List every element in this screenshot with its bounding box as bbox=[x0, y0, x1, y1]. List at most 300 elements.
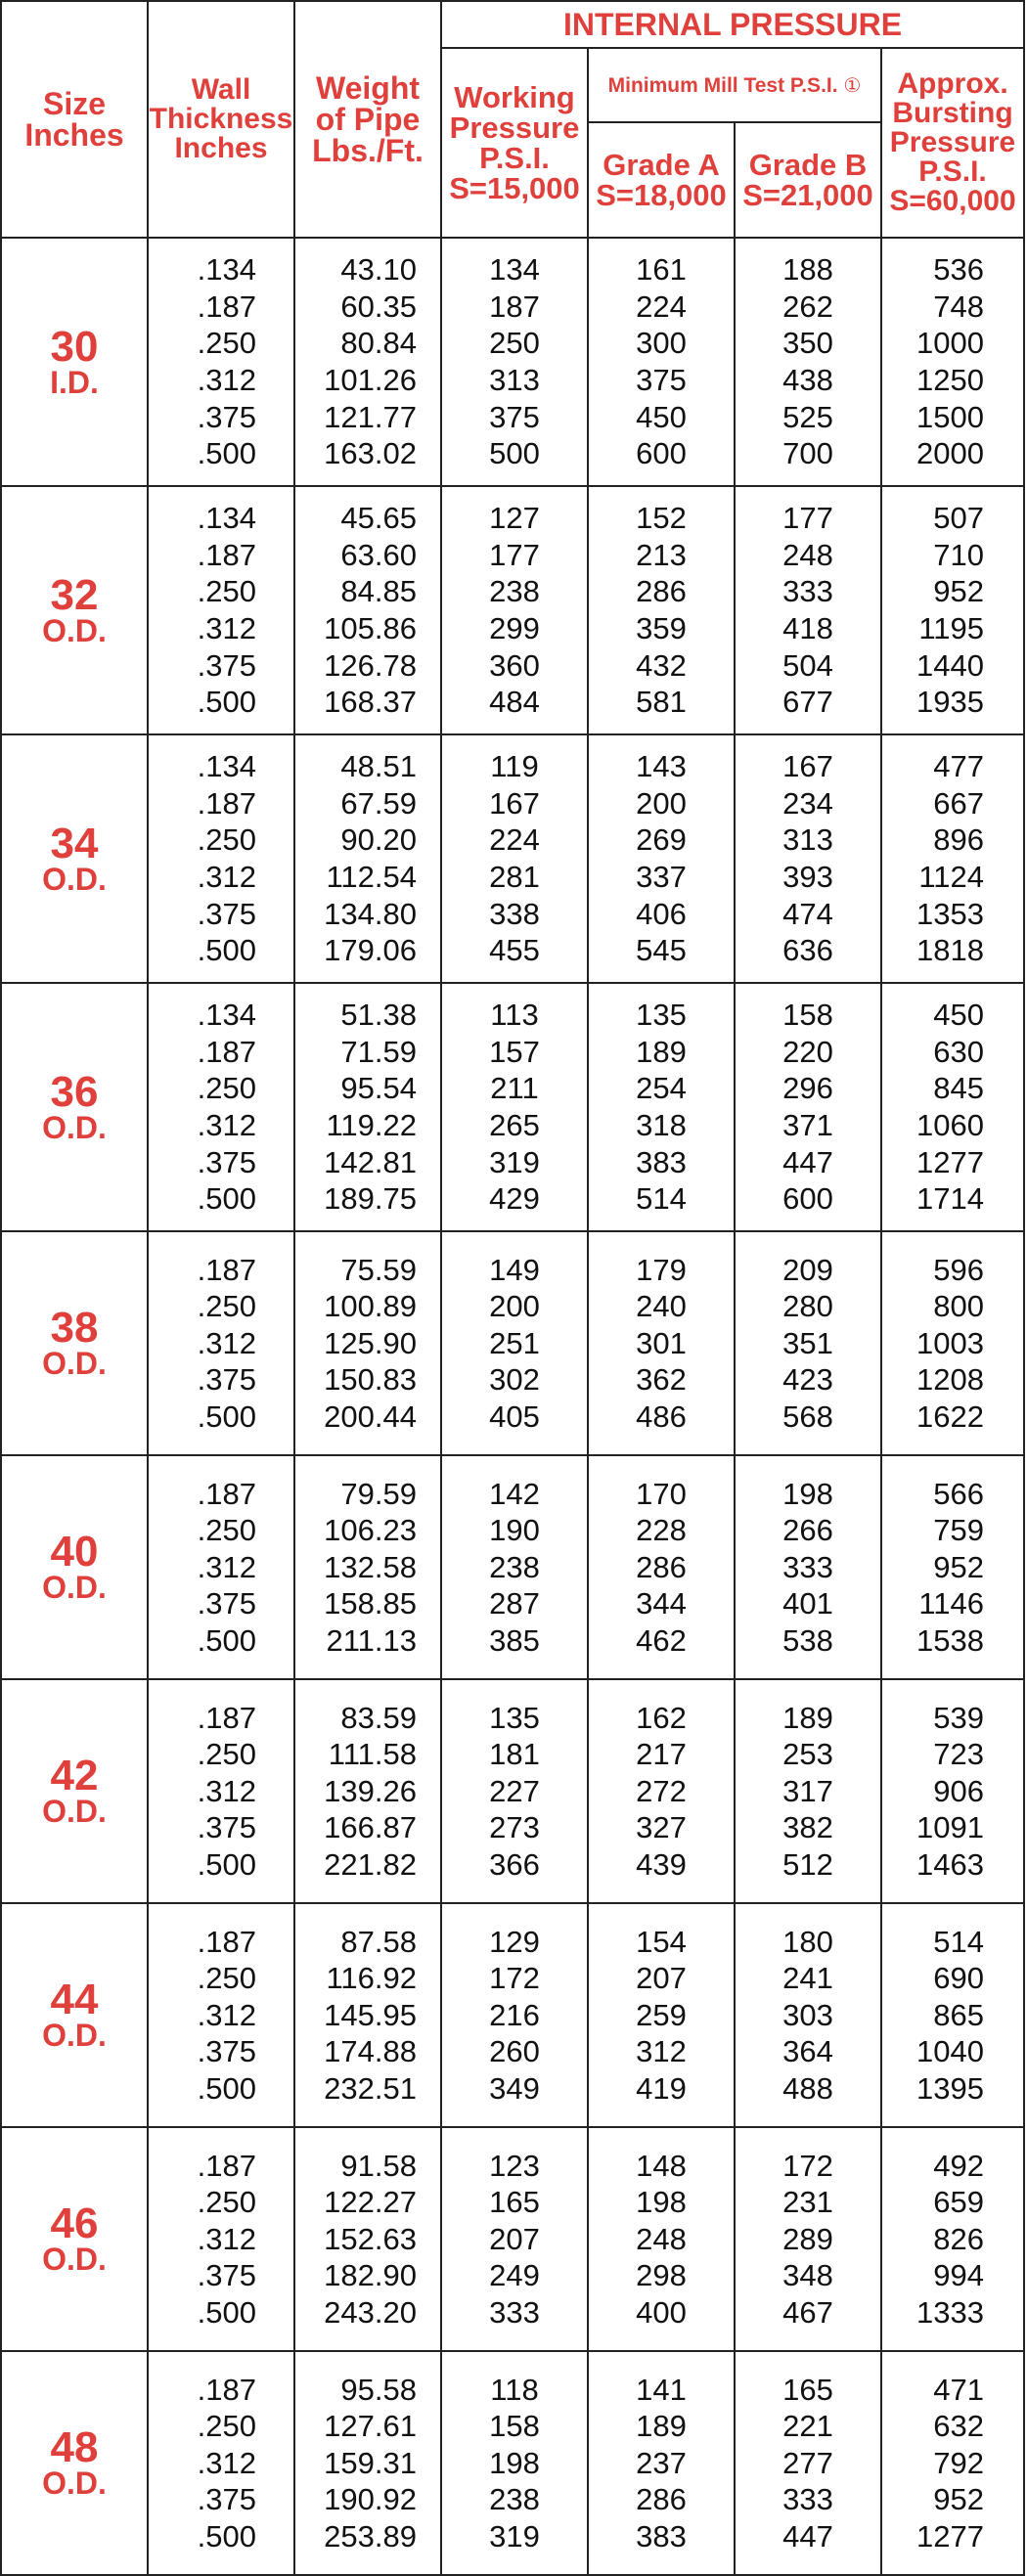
working-pressure-cell: 142 bbox=[489, 1476, 540, 1511]
size-cell bbox=[1, 1679, 148, 1903]
grade-b-cell: 289 bbox=[782, 2221, 833, 2256]
weight-cell: 211.13 bbox=[326, 1622, 417, 1658]
grade-a-header-line: S=18,000 bbox=[596, 178, 727, 212]
weight-cell: 84.85 bbox=[340, 574, 417, 609]
grade-b-cell: 248 bbox=[782, 537, 833, 572]
working-pressure-cell: 260 bbox=[489, 2034, 540, 2069]
size-group-row bbox=[1, 2351, 1024, 2575]
grade-a-cell: 318 bbox=[636, 1108, 687, 1142]
bursting-pressure-cell: 845 bbox=[933, 1071, 984, 1106]
grade-a-cell: 269 bbox=[636, 822, 687, 858]
working-pressure-cell: 265 bbox=[489, 1108, 540, 1142]
size-unit: I.D. bbox=[50, 364, 99, 400]
working-pressure-cell: 181 bbox=[489, 1737, 540, 1772]
working-pressure-cell: 455 bbox=[489, 933, 540, 968]
weight-column-cell bbox=[294, 1903, 441, 2127]
bursting-pressure-cell: 1040 bbox=[916, 2034, 984, 2069]
wall-thickness-column-cell bbox=[148, 1231, 294, 1455]
weight-cell: 95.54 bbox=[340, 1071, 417, 1106]
weight-header bbox=[294, 1, 441, 238]
weight-header-line: Weight bbox=[315, 70, 421, 106]
weight-cell: 79.59 bbox=[340, 1476, 417, 1511]
size-number: 36 bbox=[50, 1067, 99, 1116]
wall-thickness-cell: .500 bbox=[197, 685, 256, 720]
wall-thickness-cell: .312 bbox=[197, 1108, 256, 1142]
weight-cell: 43.10 bbox=[340, 252, 417, 288]
wall-thickness-cell: .187 bbox=[197, 1034, 256, 1069]
grade-b-cell: 423 bbox=[782, 1362, 833, 1398]
weight-cell: 158.85 bbox=[324, 1586, 417, 1621]
working-pressure-cell: 313 bbox=[489, 363, 540, 397]
bursting-pressure-cell: 723 bbox=[933, 1737, 984, 1772]
working-pressure-cell: 319 bbox=[489, 1144, 540, 1179]
grade-a-cell: 224 bbox=[636, 289, 687, 324]
bursting-pressure-cell: 492 bbox=[933, 2148, 984, 2183]
weight-cell: 200.44 bbox=[324, 1399, 417, 1434]
working-header-line: Working bbox=[454, 80, 575, 114]
wall-thickness-cell: .187 bbox=[197, 537, 256, 572]
bursting-pressure-cell: 952 bbox=[933, 574, 984, 609]
grade-b-column-cell bbox=[735, 734, 881, 983]
working-pressure-cell: 349 bbox=[489, 2070, 540, 2106]
bursting-pressure-cell: 1935 bbox=[916, 685, 984, 720]
size-number: 30 bbox=[50, 322, 99, 371]
size-cell bbox=[1, 486, 148, 734]
grade-b-cell: 418 bbox=[782, 611, 833, 645]
bursting-header-line: Bursting bbox=[892, 97, 1013, 129]
size-group-row bbox=[1, 238, 1024, 486]
bursting-pressure-column-cell bbox=[881, 1903, 1024, 2127]
weight-cell: 121.77 bbox=[324, 399, 417, 434]
weight-cell: 101.26 bbox=[324, 363, 417, 397]
weight-cell: 159.31 bbox=[324, 2445, 417, 2480]
bursting-header-line: P.S.I. bbox=[918, 155, 987, 188]
wall-thickness-cell: .134 bbox=[197, 501, 256, 536]
bursting-header-line: S=60,000 bbox=[889, 185, 1016, 217]
grade-a-cell: 439 bbox=[636, 1846, 687, 1882]
wall-thickness-cell: .312 bbox=[197, 1997, 256, 2032]
size-cell bbox=[1, 983, 148, 1231]
weight-cell: 60.35 bbox=[340, 289, 417, 324]
size-unit: O.D. bbox=[42, 1346, 107, 1382]
working-pressure-cell: 207 bbox=[489, 2221, 540, 2256]
grade-b-cell: 438 bbox=[782, 363, 833, 397]
grade-a-column-cell bbox=[588, 1231, 735, 1455]
grade-b-cell: 350 bbox=[782, 326, 833, 361]
wall-thickness-cell: .312 bbox=[197, 611, 256, 645]
grade-a-column-cell bbox=[588, 1903, 735, 2127]
working-pressure-column-cell bbox=[441, 1231, 588, 1455]
grade-a-cell: 161 bbox=[636, 252, 687, 288]
size-cell bbox=[1, 238, 148, 486]
working-pressure-cell: 238 bbox=[489, 2482, 540, 2517]
working-pressure-cell: 299 bbox=[489, 611, 540, 645]
working-pressure-cell: 227 bbox=[489, 1773, 540, 1808]
working-pressure-cell: 113 bbox=[490, 998, 539, 1033]
bursting-pressure-cell: 1714 bbox=[916, 1181, 984, 1217]
working-pressure-cell: 366 bbox=[489, 1846, 540, 1882]
working-pressure-cell: 375 bbox=[489, 399, 540, 434]
grade-b-cell: 364 bbox=[782, 2034, 833, 2069]
bursting-pressure-cell: 1353 bbox=[916, 896, 984, 931]
wall-thickness-cell: .187 bbox=[197, 785, 256, 821]
grade-a-cell: 254 bbox=[636, 1071, 687, 1106]
bursting-pressure-cell: 1277 bbox=[916, 1144, 984, 1179]
grade-a-column-cell bbox=[588, 1679, 735, 1903]
bursting-pressure-cell: 710 bbox=[933, 537, 984, 572]
wall-thickness-cell: .250 bbox=[197, 1513, 256, 1548]
wall-thickness-cell: .375 bbox=[197, 896, 256, 931]
grade-b-cell: 241 bbox=[782, 1961, 833, 1996]
bursting-pressure-cell: 792 bbox=[933, 2445, 984, 2480]
bursting-pressure-cell: 450 bbox=[933, 998, 984, 1033]
grade-b-column-cell bbox=[735, 2351, 881, 2575]
grade-a-cell: 344 bbox=[636, 1586, 687, 1621]
working-pressure-column-cell bbox=[441, 1455, 588, 1679]
wall-thickness-cell: .500 bbox=[197, 1846, 256, 1882]
grade-a-cell: 217 bbox=[636, 1737, 687, 1772]
size-unit: O.D. bbox=[42, 1570, 107, 1606]
bursting-header-line: Pressure bbox=[889, 126, 1016, 158]
grade-b-cell: 189 bbox=[782, 1700, 833, 1735]
working-pressure-cell: 238 bbox=[489, 1549, 540, 1584]
weight-header-line: of Pipe bbox=[315, 102, 421, 137]
grade-a-cell: 327 bbox=[636, 1810, 687, 1845]
weight-cell: 232.51 bbox=[324, 2070, 417, 2106]
wall-thickness-cell: .375 bbox=[197, 2482, 256, 2517]
wall-thickness-cell: .375 bbox=[197, 1362, 256, 1398]
mill-test-header bbox=[588, 48, 881, 122]
bursting-pressure-cell: 1000 bbox=[916, 326, 984, 361]
weight-cell: 182.90 bbox=[324, 2258, 417, 2293]
wall-thickness-cell: .250 bbox=[197, 1289, 256, 1324]
size-cell bbox=[1, 734, 148, 983]
grade-a-cell: 600 bbox=[636, 436, 687, 471]
grade-a-cell: 419 bbox=[636, 2070, 687, 2106]
weight-cell: 179.06 bbox=[324, 933, 417, 968]
working-pressure-column-cell bbox=[441, 1903, 588, 2127]
bursting-pressure-cell: 536 bbox=[933, 252, 984, 288]
grade-b-column-cell bbox=[735, 983, 881, 1231]
bursting-pressure-cell: 1060 bbox=[916, 1108, 984, 1142]
wall-thickness-cell: .375 bbox=[197, 2258, 256, 2293]
weight-cell: 100.89 bbox=[324, 1289, 417, 1324]
wall-thickness-column-cell bbox=[148, 1903, 294, 2127]
bursting-pressure-cell: 1818 bbox=[916, 933, 984, 968]
weight-cell: 112.54 bbox=[326, 860, 417, 894]
weight-cell: 45.65 bbox=[340, 501, 417, 536]
weight-cell: 243.20 bbox=[324, 2294, 417, 2330]
grade-b-cell: 600 bbox=[782, 1181, 833, 1217]
size-cell bbox=[1, 2351, 148, 2575]
wall-thickness-cell: .250 bbox=[197, 2409, 256, 2444]
grade-a-cell: 200 bbox=[636, 785, 687, 821]
bursting-pressure-column-cell bbox=[881, 2351, 1024, 2575]
bursting-pressure-cell: 1395 bbox=[916, 2070, 984, 2106]
bursting-pressure-cell: 566 bbox=[933, 1476, 984, 1511]
wall-thickness-cell: .250 bbox=[197, 574, 256, 609]
bursting-pressure-cell: 1195 bbox=[918, 611, 984, 645]
wall-header-line: Thickness bbox=[149, 103, 293, 135]
size-number: 48 bbox=[50, 2423, 99, 2472]
size-cell bbox=[1, 1903, 148, 2127]
wall-thickness-column-cell bbox=[148, 734, 294, 983]
bursting-pressure-cell: 630 bbox=[933, 1034, 984, 1069]
grade-a-cell: 301 bbox=[636, 1325, 687, 1360]
grade-b-cell: 333 bbox=[782, 1549, 833, 1584]
grade-b-cell: 313 bbox=[782, 822, 833, 858]
wall-thickness-cell: .500 bbox=[197, 1399, 256, 1434]
wall-thickness-cell: .187 bbox=[197, 289, 256, 324]
bursting-pressure-cell: 1538 bbox=[916, 1622, 984, 1658]
size-number: 40 bbox=[50, 1528, 99, 1577]
grade-a-cell: 312 bbox=[636, 2034, 687, 2069]
grade-b-cell: 231 bbox=[782, 2185, 833, 2220]
grade-a-header bbox=[588, 122, 735, 238]
wall-thickness-column-cell bbox=[148, 1679, 294, 1903]
weight-cell: 168.37 bbox=[324, 685, 417, 720]
grade-b-cell: 198 bbox=[782, 1476, 833, 1511]
weight-cell: 142.81 bbox=[324, 1144, 417, 1179]
grade-a-header-line: Grade A bbox=[603, 148, 720, 182]
wall-thickness-cell: .375 bbox=[197, 1810, 256, 1845]
size-unit: O.D. bbox=[42, 2018, 107, 2054]
grade-a-cell: 248 bbox=[636, 2221, 687, 2256]
weight-column-cell bbox=[294, 1455, 441, 1679]
bursting-pressure-cell: 690 bbox=[933, 1961, 984, 1996]
weight-cell: 111.58 bbox=[328, 1737, 417, 1772]
grade-b-cell: 317 bbox=[782, 1773, 833, 1808]
weight-cell: 91.58 bbox=[340, 2148, 417, 2183]
weight-column-cell bbox=[294, 1679, 441, 1903]
grade-a-cell: 213 bbox=[636, 537, 687, 572]
size-unit: O.D. bbox=[42, 1794, 107, 1830]
bursting-pressure-cell: 1333 bbox=[916, 2294, 984, 2330]
grade-b-cell: 488 bbox=[782, 2070, 833, 2106]
grade-b-header-line: Grade B bbox=[748, 148, 868, 182]
grade-a-cell: 432 bbox=[636, 647, 687, 683]
wall-thickness-cell: .375 bbox=[197, 1586, 256, 1621]
grade-b-cell: 700 bbox=[782, 436, 833, 471]
wall-thickness-column-cell bbox=[148, 983, 294, 1231]
bursting-pressure-cell: 632 bbox=[933, 2409, 984, 2444]
grade-b-cell: 180 bbox=[782, 1924, 833, 1959]
grade-b-cell: 474 bbox=[782, 896, 833, 931]
grade-b-cell: 393 bbox=[782, 860, 833, 894]
weight-column-cell bbox=[294, 2127, 441, 2351]
bursting-pressure-cell: 514 bbox=[933, 1924, 984, 1959]
bursting-pressure-cell: 471 bbox=[933, 2372, 984, 2407]
working-pressure-cell: 165 bbox=[489, 2185, 540, 2220]
bursting-pressure-cell: 952 bbox=[933, 1549, 984, 1584]
size-unit: O.D. bbox=[42, 612, 107, 648]
bursting-pressure-cell: 1208 bbox=[916, 1362, 984, 1398]
grade-a-cell: 189 bbox=[636, 1034, 687, 1069]
bursting-pressure-column-cell bbox=[881, 734, 1024, 983]
size-group-row bbox=[1, 486, 1024, 734]
working-pressure-cell: 319 bbox=[489, 2518, 540, 2554]
size-header bbox=[1, 1, 148, 238]
grade-b-cell: 277 bbox=[782, 2445, 833, 2480]
bursting-pressure-column-cell bbox=[881, 238, 1024, 486]
grade-a-cell: 375 bbox=[636, 363, 687, 397]
grade-a-column-cell bbox=[588, 2351, 735, 2575]
bursting-pressure-cell: 994 bbox=[933, 2258, 984, 2293]
wall-thickness-cell: .375 bbox=[197, 1144, 256, 1179]
working-pressure-cell: 281 bbox=[489, 860, 540, 894]
wall-thickness-cell: .500 bbox=[197, 933, 256, 968]
grade-a-cell: 272 bbox=[636, 1773, 687, 1808]
size-unit: O.D. bbox=[42, 1109, 107, 1145]
wall-thickness-cell: .250 bbox=[197, 1737, 256, 1772]
grade-b-cell: 512 bbox=[782, 1846, 833, 1882]
working-pressure-cell: 238 bbox=[489, 574, 540, 609]
bursting-pressure-cell: 1463 bbox=[916, 1846, 984, 1882]
grade-b-cell: 158 bbox=[782, 998, 833, 1033]
weight-cell: 63.60 bbox=[340, 537, 417, 572]
bursting-pressure-cell: 826 bbox=[933, 2221, 984, 2256]
grade-b-column-cell bbox=[735, 1903, 881, 2127]
weight-column-cell bbox=[294, 238, 441, 486]
grade-a-cell: 162 bbox=[636, 1700, 687, 1735]
weight-cell: 75.59 bbox=[340, 1252, 417, 1287]
bursting-pressure-cell: 659 bbox=[933, 2185, 984, 2220]
working-pressure-cell: 302 bbox=[489, 1362, 540, 1398]
grade-a-cell: 154 bbox=[636, 1924, 687, 1959]
grade-b-cell: 253 bbox=[782, 1737, 833, 1772]
wall-thickness-cell: .134 bbox=[197, 998, 256, 1033]
bursting-pressure-cell: 800 bbox=[933, 1289, 984, 1324]
bursting-pressure-cell: 477 bbox=[933, 749, 984, 784]
bursting-pressure-cell: 596 bbox=[933, 1252, 984, 1287]
working-pressure-cell: 198 bbox=[489, 2445, 540, 2480]
grade-a-cell: 198 bbox=[636, 2185, 687, 2220]
bursting-pressure-cell: 952 bbox=[933, 2482, 984, 2517]
working-pressure-cell: 333 bbox=[489, 2294, 540, 2330]
size-group-row bbox=[1, 2127, 1024, 2351]
bursting-pressure-cell: 2000 bbox=[916, 436, 984, 471]
grade-b-cell: 504 bbox=[782, 647, 833, 683]
grade-a-cell: 240 bbox=[636, 1289, 687, 1324]
grade-a-cell: 300 bbox=[636, 326, 687, 361]
grade-a-cell: 359 bbox=[636, 611, 687, 645]
grade-b-cell: 172 bbox=[782, 2148, 833, 2183]
weight-cell: 189.75 bbox=[324, 1181, 417, 1217]
wall-thickness-cell: .375 bbox=[197, 2034, 256, 2069]
grade-b-cell: 382 bbox=[782, 1810, 833, 1845]
weight-column-cell bbox=[294, 734, 441, 983]
working-pressure-cell: 249 bbox=[489, 2258, 540, 2293]
grade-a-cell: 462 bbox=[636, 1622, 687, 1658]
wall-thickness-cell: .250 bbox=[197, 822, 256, 858]
size-unit: O.D. bbox=[42, 2242, 107, 2278]
weight-cell: 152.63 bbox=[324, 2221, 417, 2256]
grade-a-column-cell bbox=[588, 983, 735, 1231]
wall-thickness-cell: .312 bbox=[197, 2445, 256, 2480]
weight-cell: 67.59 bbox=[340, 785, 417, 821]
wall-thickness-cell: .187 bbox=[197, 1476, 256, 1511]
grade-b-cell: 333 bbox=[782, 2482, 833, 2517]
bursting-pressure-cell: 865 bbox=[933, 1997, 984, 2032]
wall-thickness-cell: .312 bbox=[197, 1773, 256, 1808]
working-pressure-cell: 287 bbox=[489, 1586, 540, 1621]
working-pressure-cell: 250 bbox=[489, 326, 540, 361]
grade-b-cell: 303 bbox=[782, 1997, 833, 2032]
size-group-row bbox=[1, 1679, 1024, 1903]
grade-a-cell: 286 bbox=[636, 574, 687, 609]
size-number: 44 bbox=[50, 1976, 99, 2024]
weight-cell: 150.83 bbox=[324, 1362, 417, 1398]
size-cell bbox=[1, 1231, 148, 1455]
grade-b-column-cell bbox=[735, 1679, 881, 1903]
size-number: 34 bbox=[50, 819, 99, 867]
weight-cell: 122.27 bbox=[324, 2185, 417, 2220]
grade-b-cell: 447 bbox=[782, 1144, 833, 1179]
wall-thickness-cell: .312 bbox=[197, 363, 256, 397]
grade-a-cell: 298 bbox=[636, 2258, 687, 2293]
grade-a-column-cell bbox=[588, 2127, 735, 2351]
working-pressure-cell: 216 bbox=[489, 1997, 540, 2032]
weight-cell: 163.02 bbox=[324, 436, 417, 471]
grade-a-column-cell bbox=[588, 486, 735, 734]
working-pressure-cell: 211 bbox=[490, 1071, 539, 1106]
weight-cell: 126.78 bbox=[324, 647, 417, 683]
working-pressure-cell: 134 bbox=[489, 252, 540, 288]
grade-b-cell: 447 bbox=[782, 2518, 833, 2554]
working-pressure-cell: 500 bbox=[489, 436, 540, 471]
weight-cell: 145.95 bbox=[324, 1997, 417, 2032]
internal-pressure-header: INTERNAL PRESSURE bbox=[441, 1, 1024, 48]
grade-a-cell: 228 bbox=[636, 1513, 687, 1548]
weight-header-line: Lbs./Ft. bbox=[312, 133, 424, 168]
bursting-pressure-cell: 1622 bbox=[916, 1399, 984, 1434]
grade-a-cell: 237 bbox=[636, 2445, 687, 2480]
wall-thickness-cell: .187 bbox=[197, 1252, 256, 1287]
grade-a-cell: 152 bbox=[636, 501, 687, 536]
working-pressure-cell: 172 bbox=[489, 1961, 540, 1996]
grade-b-cell: 188 bbox=[782, 252, 833, 288]
weight-cell: 190.92 bbox=[324, 2482, 417, 2517]
wall-thickness-cell: .250 bbox=[197, 1071, 256, 1106]
bursting-pressure-cell: 759 bbox=[933, 1513, 984, 1548]
grade-a-cell: 259 bbox=[636, 1997, 687, 2032]
working-pressure-cell: 338 bbox=[489, 896, 540, 931]
grade-a-cell: 148 bbox=[636, 2148, 687, 2183]
weight-cell: 71.59 bbox=[340, 1034, 417, 1069]
grade-a-cell: 362 bbox=[636, 1362, 687, 1398]
wall-thickness-cell: .250 bbox=[197, 2185, 256, 2220]
grade-a-cell: 135 bbox=[636, 998, 687, 1033]
grade-b-cell: 568 bbox=[782, 1399, 833, 1434]
bursting-pressure-cell: 1146 bbox=[918, 1586, 984, 1621]
size-header-line: Size bbox=[42, 86, 107, 121]
wall-thickness-cell: .500 bbox=[197, 1622, 256, 1658]
weight-cell: 253.89 bbox=[324, 2518, 417, 2554]
size-group-row bbox=[1, 1231, 1024, 1455]
working-header-line: Pressure bbox=[449, 111, 580, 145]
wall-thickness-cell: .500 bbox=[197, 2518, 256, 2554]
size-group-row bbox=[1, 983, 1024, 1231]
weight-cell: 166.87 bbox=[324, 1810, 417, 1845]
grade-a-cell: 545 bbox=[636, 933, 687, 968]
grade-a-cell: 189 bbox=[636, 2409, 687, 2444]
weight-cell: 139.26 bbox=[324, 1773, 417, 1808]
working-pressure-cell: 273 bbox=[489, 1810, 540, 1845]
weight-cell: 80.84 bbox=[340, 326, 417, 361]
weight-cell: 221.82 bbox=[324, 1846, 417, 1882]
grade-b-cell: 333 bbox=[782, 574, 833, 609]
weight-cell: 174.88 bbox=[324, 2034, 417, 2069]
